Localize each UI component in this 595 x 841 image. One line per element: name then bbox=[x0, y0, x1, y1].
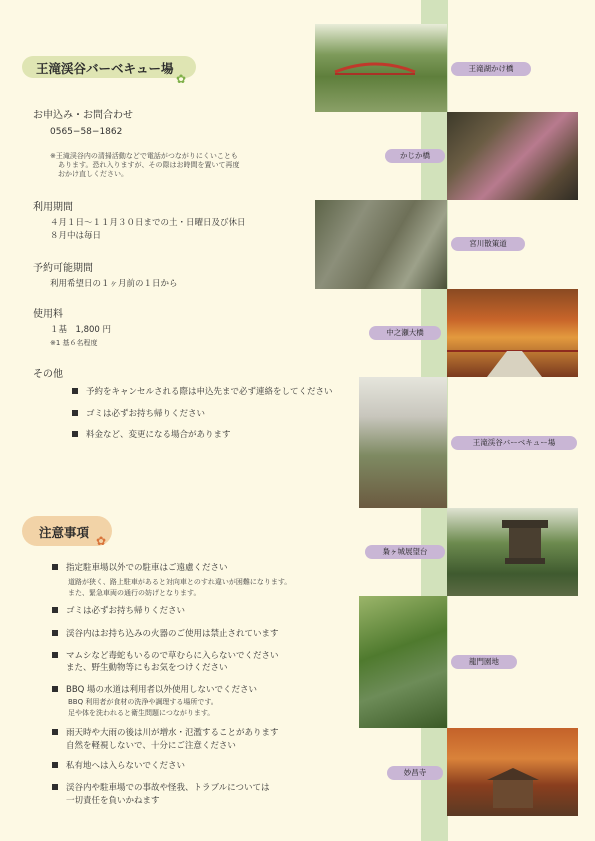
bullet-square bbox=[52, 784, 58, 790]
fee-line-1: １基 1,800 円 bbox=[50, 325, 112, 335]
photo-fukurogajo-observatory bbox=[447, 508, 578, 596]
bullet-square bbox=[52, 729, 58, 735]
caution-item: 指定駐車場以外での駐車はご遠慮ください bbox=[66, 563, 228, 573]
bullet-square bbox=[52, 652, 58, 658]
period-line-2: ８月中は毎日 bbox=[50, 231, 102, 241]
photo-kajika-bridge bbox=[447, 112, 578, 200]
contact-phone: 0565−58−1862 bbox=[50, 127, 123, 137]
bullet-square bbox=[72, 431, 78, 437]
photo-label: 中之瀬大橋 bbox=[369, 326, 441, 340]
photo-bbq-site bbox=[359, 377, 447, 508]
caution-sub: BBQ 利用者が食材の洗浄や調理する場所です。 bbox=[68, 698, 218, 706]
maple-leaf-icon: ✿ bbox=[96, 534, 107, 548]
period-heading: 利用期間 bbox=[33, 202, 73, 213]
fee-line-2: ※1 基６名程度 bbox=[50, 339, 98, 347]
bullet-square bbox=[52, 686, 58, 692]
photo-ryumon-park bbox=[359, 596, 447, 728]
photo-myoshoji-temple bbox=[447, 728, 578, 816]
booking-line-1: 利用希望日の１ヶ月前の１日から bbox=[50, 279, 178, 289]
contact-note-2: あります。恐れ入りますが、その際はお時間を置いて再度 bbox=[58, 161, 240, 169]
caution-item-line-2: 自然を軽視しないで、十分にご注意ください bbox=[66, 741, 236, 751]
caution-item-line-2: 一切責任を負いかねます bbox=[66, 796, 160, 806]
photo-label: 王滝渓谷バーベキュー場 bbox=[451, 436, 577, 450]
caution-item: ゴミは必ずお持ち帰りください bbox=[66, 606, 186, 616]
contact-note-1: ※王滝渓谷内の清掃活動などで電話がつながりにくいことも bbox=[50, 152, 238, 160]
photo-label: 宮川散策道 bbox=[451, 237, 525, 251]
photo-label: 梟ヶ城展望台 bbox=[365, 545, 445, 559]
photo-miyagawa-trail bbox=[315, 200, 447, 289]
photo-label: 龍門園地 bbox=[451, 655, 517, 669]
caution-item: マムシなど毒蛇もいるので草むらに入らないでください bbox=[66, 651, 279, 661]
photo-label: 王滝湖かけ橋 bbox=[451, 62, 531, 76]
caution-sub: 足や体を洗われると衛生問題につながります。 bbox=[68, 709, 215, 717]
caution-item: 私有地へは入らないでください bbox=[66, 761, 186, 771]
bullet-square bbox=[72, 388, 78, 394]
photo-otaki-lake-bridge bbox=[315, 24, 447, 112]
caution-item: 渓谷内や駐車場での事故や怪我、トラブルについては bbox=[66, 783, 270, 793]
bullet-square bbox=[52, 762, 58, 768]
caution-item: 雨天時や大雨の後は川が増水・氾濫することがあります bbox=[66, 728, 279, 738]
bullet-square bbox=[72, 410, 78, 416]
other-heading: その他 bbox=[33, 369, 63, 380]
leaf-icon: ✿ bbox=[176, 72, 187, 86]
fee-heading: 使用料 bbox=[33, 309, 63, 320]
booking-heading: 予約可能期間 bbox=[33, 263, 93, 274]
title-pill bbox=[22, 56, 196, 78]
caution-sub: また、緊急車両の通行の妨げとなります。 bbox=[68, 589, 201, 597]
page-title: 王滝渓谷バーベキュー場 bbox=[36, 61, 174, 76]
photo-nakanose-bridge bbox=[447, 289, 578, 377]
other-item: 料金など、変更になる場合があります bbox=[86, 430, 231, 440]
contact-note-3: おかけ直しください。 bbox=[58, 170, 128, 178]
other-item: 予約をキャンセルされる際は申込先まで必ず連絡をしてください bbox=[86, 387, 333, 397]
caution-item: BBQ 場の水道は利用者以外使用しないでください bbox=[66, 685, 258, 695]
bullet-square bbox=[52, 607, 58, 613]
bullet-square bbox=[52, 564, 58, 570]
bullet-square bbox=[52, 630, 58, 636]
period-line-1: ４月１日〜１１月３０日までの土・日曜日及び休日 bbox=[50, 218, 246, 228]
caution-sub: 道路が狭く、路上駐車があると対向車とのすれ違いが困難になります。 bbox=[68, 578, 292, 586]
caution-item: 渓谷内はお持ち込みの火器のご使用は禁止されています bbox=[66, 629, 279, 639]
photo-label: 妙昌寺 bbox=[387, 766, 443, 780]
other-item: ゴミは必ずお持ち帰りください bbox=[86, 409, 206, 419]
caution-heading: 注意事項 bbox=[39, 525, 90, 540]
caution-item-line-2: また、野生動物等にもお気をつけください bbox=[66, 663, 228, 673]
contact-heading: お申込み・お問合わせ bbox=[33, 110, 133, 121]
photo-label: かじか橋 bbox=[385, 149, 445, 163]
